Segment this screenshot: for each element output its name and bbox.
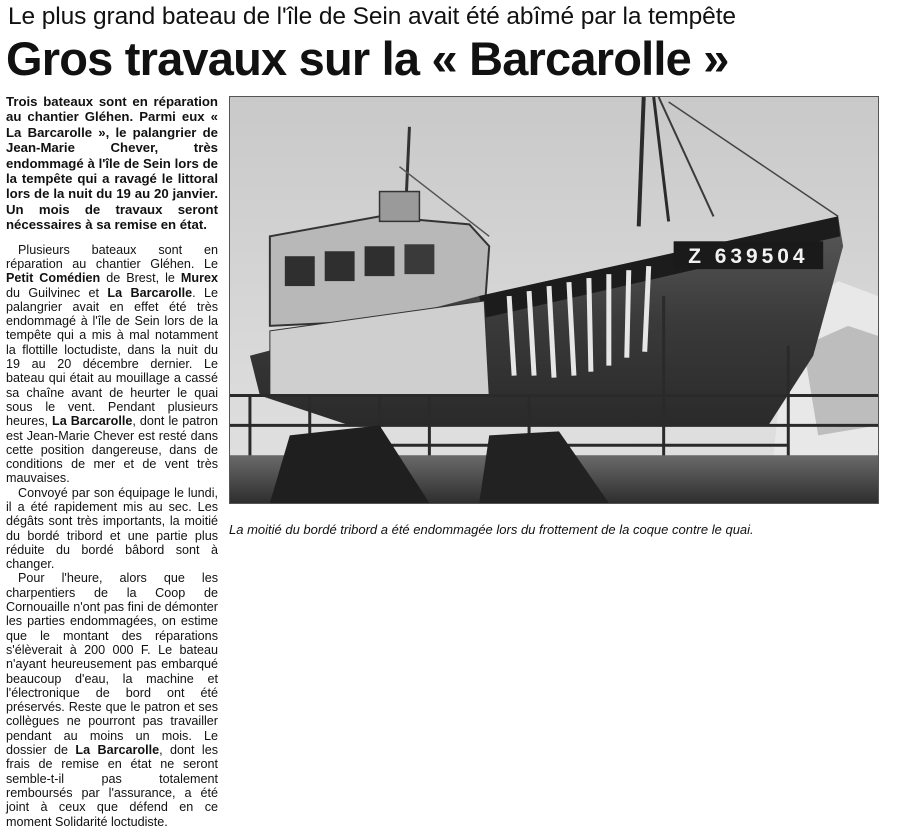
article-column-3	[451, 554, 657, 624]
article-paragraph-2: Convoyé par son équipage le lundi, il a été rapidement mis au sec. Les dégâts sont très importants, la moitié du bordé tribord et une partie plus réduite du bordé bâbord sont à changer.	[6, 485, 218, 572]
article-paragraph-1: Plusieurs bateaux sont en réparation au chantier Gléhen. Le Petit Comédien de Brest, le Murex du Guilvinec et La Barcarolle. Le palangrier avait en effet été très endommagé à l'île de Sein lors de la tempête qui a mis à mal notamment la flottille loctudiste, dans la nuit du 19 au 20 décembre dernier. Le bateau qui était au mouillage a cassé sa chaîne avant de heurter le quai sous le vent. Pendant plusieurs heures, La Barcarolle, dont le patron est Jean-Marie Chever est resté dans cette position dangereuse, dans de conditions de mer et de vent très mauvaises.	[6, 242, 219, 486]
article-paragraph-3: Pour l'heure, alors que les charpentiers de la Coop de Cornouaille n'ont pas fini de démonter les parties endommagées, on estime que le montant des réparations s'élèverait à 200 000 F. Le bateau n'ayant heureusement pas embarqué beaucoup d'eau, la machine et l'électronique de bord ont été préservés. Reste que le patron et ses collègues ne pourront pas travailler pendant au moins un mois. Le dossier de La Barcarolle, dont les frais de remise en état ne seront semble-t-il pas totalement remboursés par l'assurance, a été joint à ceux que défend en ce moment Solidarité loctudiste.	[6, 571, 219, 829]
article-column-2	[229, 554, 434, 624]
article-column-4	[671, 554, 882, 624]
article-column-1	[6, 94, 219, 829]
supertitle: Le plus grand bateau de l'île de Sein avait été abîmé par la tempête	[8, 3, 736, 30]
headline: Gros travaux sur la « Barcarolle »	[6, 32, 729, 85]
photo-caption: La moitié du bordé tribord a été endommagée lors du frottement de la coque contre le quai.	[229, 522, 754, 537]
boat-photo	[229, 96, 879, 504]
registration-number: Z 639504	[688, 245, 809, 269]
article-lead: Trois bateaux sont en réparation au chantier Gléhen. Parmi eux « La Barcarolle », le palangrier de Jean-Marie Chever, très endommagé à l'île de Sein lors de la tempête qui a ravagé le littoral lors de la nuit du 19 au 20 janvier. Un mois de travaux seront nécessaires à sa remise en état.	[6, 94, 218, 233]
